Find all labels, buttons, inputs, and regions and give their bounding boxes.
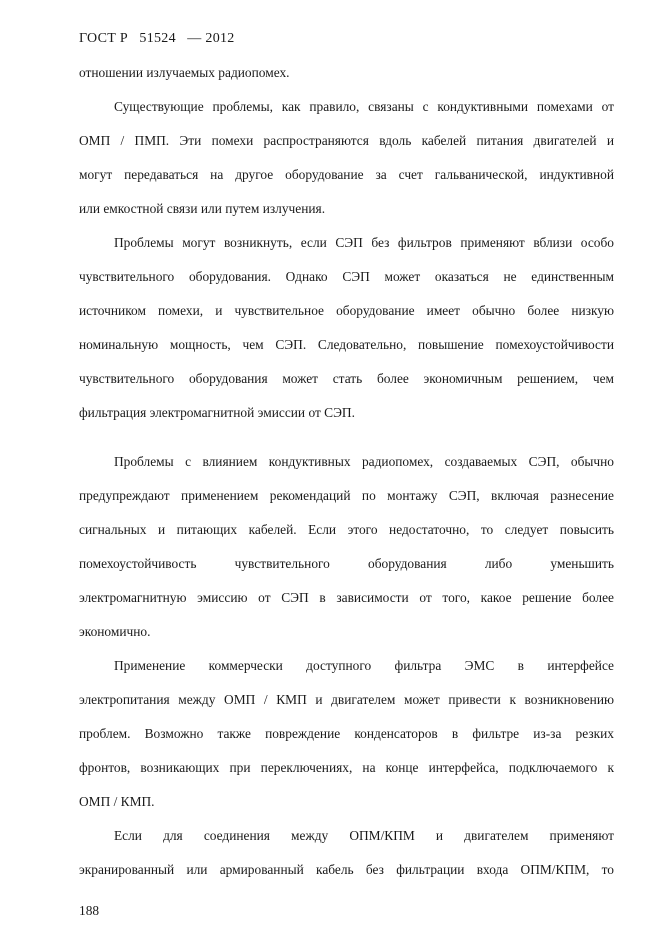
paragraph-line: электромагнитную эмиссию от СЭП в зависимости от того, какое решение более xyxy=(79,590,614,605)
document-header: ГОСТ Р 51524 — 2012 xyxy=(79,31,235,46)
page-number: 188 xyxy=(79,903,100,918)
document-body xyxy=(79,56,614,887)
paragraph-line: Проблемы с влиянием кондуктивных радиопомех, создаваемых СЭП, обычно xyxy=(114,454,614,469)
paragraph-line: Проблемы могут возникнуть, если СЭП без фильтров применяют вблизи особо xyxy=(114,235,614,250)
paragraph-line: отношении излучаемых радиопомех. xyxy=(79,65,290,80)
paragraph-line: Существующие проблемы, как правило, связаны с кондуктивными помехами от xyxy=(114,99,614,114)
paragraph-line: Применение коммерчески доступного фильтра ЭМС в интерфейсе xyxy=(114,658,614,673)
paragraph-line: предупреждают применением рекомендаций по монтажу СЭП, включая разнесение xyxy=(79,488,614,503)
paragraph-line: проблем. Возможно также повреждение конденсаторов в фильтре из-за резких xyxy=(79,726,614,741)
paragraph-line: чувствительного оборудования может стать более экономичным решением, чем xyxy=(79,371,614,386)
paragraph-line: экранированный или армированный кабель без фильтрации входа ОПМ/КПМ, то xyxy=(79,862,614,877)
paragraph-line: сигнальных и питающих кабелей. Если этого недостаточно, то следует повысить xyxy=(79,522,614,537)
paragraph-line: ОМП / КМП. xyxy=(79,794,155,809)
paragraph-line: электропитания между ОМП / КМП и двигателем может привести к возникновению xyxy=(79,692,614,707)
paragraph-gap xyxy=(79,430,614,445)
paragraph-line: или емкостной связи или путем излучения. xyxy=(79,201,326,216)
paragraph-line: чувствительного оборудования. Однако СЭП может оказаться не единственным xyxy=(79,269,614,284)
paragraph-line: помехоустойчивость чувствительного оборудования либо уменьшить xyxy=(79,556,614,571)
paragraph-line: Если для соединения между ОПМ/КПМ и двигателем применяют xyxy=(114,828,614,843)
paragraph-line: ОМП / ПМП. Эти помехи распространяются вдоль кабелей питания двигателей и xyxy=(79,133,614,148)
paragraph-line: номинальную мощность, чем СЭП. Следовательно, повышение помехоустойчивости xyxy=(79,337,614,352)
paragraph-line: источником помехи, и чувствительное оборудование имеет обычно более низкую xyxy=(79,303,614,318)
paragraph-line: фронтов, возникающих при переключениях, на конце интерфейса, подключаемого к xyxy=(79,760,614,775)
paragraph-line: фильтрация электромагнитной эмиссии от СЭП. xyxy=(79,405,355,420)
paragraph-line: могут передаваться на другое оборудование за счет гальванической, индуктивной xyxy=(79,167,614,182)
paragraph-line: экономично. xyxy=(79,624,151,639)
